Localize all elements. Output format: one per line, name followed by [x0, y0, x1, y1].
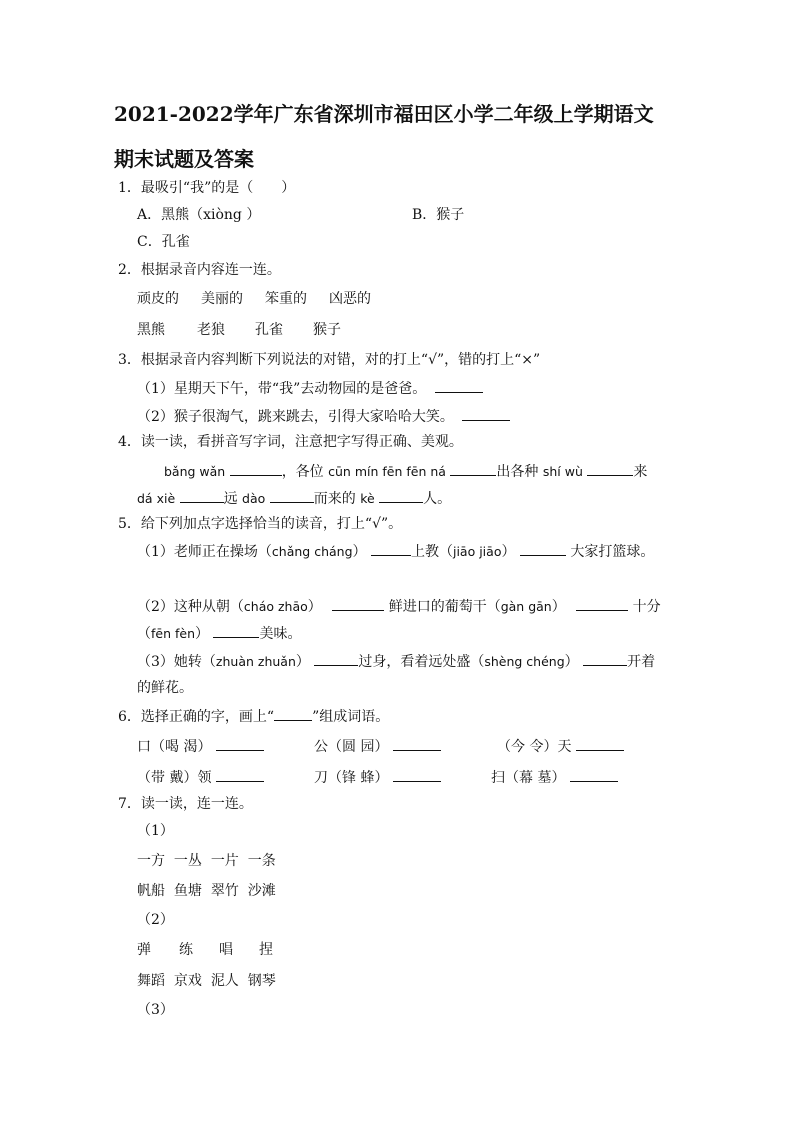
q2-noun: 猴子	[313, 322, 341, 338]
q7-word: 一片	[210, 853, 239, 869]
q7-word: 京戏	[173, 973, 202, 989]
q5-text: 鲜进口的葡萄干（	[388, 599, 501, 615]
q6-row-2	[137, 767, 264, 787]
q6-blank[interactable]	[393, 767, 441, 782]
q5-blank-2[interactable]	[520, 541, 566, 556]
q6-stem-underline	[274, 706, 312, 721]
q6-blank[interactable]	[570, 767, 618, 782]
q5-pinyin: cháo zhāo	[243, 599, 308, 614]
q4-pinyin-5: dào	[242, 491, 266, 506]
q4-stem: 4．读一读，看拼音写字词，注意把字写得正确、美观。	[118, 434, 463, 450]
q4-line2	[137, 488, 451, 508]
q5-text: ）	[564, 654, 579, 670]
q7-word: 舞蹈	[137, 973, 165, 989]
q6-item: （带 戴）领	[137, 770, 212, 786]
q4-blank-5[interactable]	[270, 488, 314, 503]
q5-text: ）	[307, 599, 322, 615]
q4-pinyin-2: cūn mín fēn fēn ná	[328, 464, 446, 479]
q6-blank[interactable]	[393, 736, 441, 751]
q7-word: 鱼塘	[173, 883, 202, 899]
q4-blank-2[interactable]	[450, 461, 496, 476]
q7-word: 翠竹	[210, 883, 239, 899]
q5-pinyin: chǎng cháng	[271, 544, 353, 559]
q4-text-3: 来	[633, 464, 648, 480]
q7-group-1-row-2	[137, 882, 276, 900]
q7-group-2-row-1	[137, 941, 273, 959]
q5-blank-7[interactable]	[583, 651, 627, 666]
q5-stem: 5．给下列加点字选择恰当的读音，打上“√”。	[118, 516, 403, 532]
q5-pinyin: fēn fèn	[151, 626, 196, 641]
q3-s1-text: （1）星期天下午，带“我”去动物园的是爸爸。	[137, 381, 427, 397]
q4-pinyin-6: kè	[360, 491, 375, 506]
q3-s2-text: （2）猴子很淘气，跳来跳去，引得大家哈哈大笑。	[137, 409, 454, 425]
q5-pinyin: gàn gān	[500, 599, 552, 614]
q6-item: 口（喝 渴）	[137, 739, 212, 755]
q5-blank-3[interactable]	[332, 596, 384, 611]
q6-stem	[118, 706, 389, 726]
q6-row-1-col3	[497, 736, 624, 756]
q4-text-4: 远	[223, 491, 238, 507]
q5-text: ）	[551, 599, 566, 615]
q6-blank[interactable]	[216, 736, 264, 751]
q4-pinyin-1: bǎng wǎn	[164, 464, 226, 479]
q5-line-4	[137, 651, 655, 671]
q6-stem-text: ”组成词语。	[312, 709, 390, 725]
q6-item: 刀（锋 蜂）	[314, 770, 389, 786]
q4-text-1: ，各位	[281, 464, 324, 480]
q4-text-2: 出各种	[496, 464, 539, 480]
q2-adj: 凶恶的	[329, 291, 371, 307]
q4-text-5: 而来的	[313, 491, 356, 507]
q2-row2	[137, 321, 341, 339]
q1-option-c: C．孔雀	[137, 234, 190, 250]
q5-text: ）	[352, 544, 367, 560]
q2-noun: 老狼	[197, 322, 225, 338]
q5-line-2	[137, 596, 661, 616]
q3-stem: 3．根据录音内容判断下列说法的对错，对的打上“√”，错的打上“×”	[118, 352, 541, 368]
q5-line-3	[137, 623, 301, 643]
q5-text: 过身，看着远处盛（	[358, 654, 485, 670]
q7-word: 沙滩	[247, 883, 276, 899]
q1-option-b: B．猴子	[412, 207, 465, 223]
q7-word: 唱	[219, 942, 233, 958]
q5-text: （3）她转（	[137, 654, 216, 670]
q4-pinyin-3: shí wù	[542, 464, 583, 479]
q4-blank-6[interactable]	[379, 488, 423, 503]
q7-word: 一方	[137, 853, 165, 869]
q7-word: 一条	[247, 853, 276, 869]
q6-item: 公（圆 园）	[314, 739, 389, 755]
q7-group-1-row-1	[137, 852, 276, 870]
q5-text: ）	[501, 544, 516, 560]
q4-blank-4[interactable]	[180, 488, 224, 503]
q2-noun: 孔雀	[255, 322, 283, 338]
q5-blank-6[interactable]	[314, 651, 358, 666]
q7-word: 捏	[259, 942, 273, 958]
q5-text: 十分	[632, 599, 661, 615]
q5-line-5: 的鲜花。	[137, 680, 193, 696]
q2-adj: 美丽的	[201, 291, 243, 307]
q7-word: 弹	[137, 942, 151, 958]
q4-text-6: 人。	[423, 491, 452, 507]
q5-text: 开着	[627, 654, 656, 670]
q5-text: ）	[195, 626, 210, 642]
q2-stem: 2．根据录音内容连一连。	[118, 262, 281, 278]
q5-text: 上教（	[410, 544, 453, 560]
q5-text: （1）老师正在操场（	[137, 544, 272, 560]
q5-text: 大家打篮球。	[570, 544, 655, 560]
q3-statement-2	[137, 406, 510, 426]
q4-pinyin-4: dá xiè	[137, 491, 176, 506]
q7-word: 钢琴	[247, 973, 276, 989]
q1-option-a: A．黑熊（xiòng ）	[137, 207, 261, 223]
q6-row-1	[137, 736, 264, 756]
q7-group-1-label: （1）	[137, 823, 174, 839]
q6-item: 扫（幕 墓）	[491, 770, 566, 786]
q2-row1	[137, 290, 371, 308]
q5-text: （2）这种从朝（	[137, 599, 244, 615]
q4-line1	[164, 461, 647, 481]
q6-blank[interactable]	[216, 767, 264, 782]
q5-blank-1[interactable]	[371, 541, 411, 556]
page-title-line2: 期末试题及答案	[114, 147, 254, 171]
q7-group-2-label: （2）	[137, 912, 174, 928]
page-title-line1: 2021-2022学年广东省深圳市福田区小学二年级上学期语文	[114, 102, 654, 126]
q3-answer-blank-1[interactable]	[435, 378, 483, 393]
q5-text: ）	[295, 654, 310, 670]
q5-pinyin: shèng chéng	[484, 654, 565, 669]
q5-text: 美味。	[259, 626, 302, 642]
q5-line-1	[137, 541, 654, 561]
q3-answer-blank-2[interactable]	[462, 406, 510, 421]
q4-blank-3[interactable]	[587, 461, 633, 476]
q6-row-2-col3	[491, 767, 618, 787]
q5-text: （	[137, 626, 151, 642]
q5-pinyin: zhuàn zhuǎn	[215, 654, 296, 669]
q7-word: 帆船	[137, 883, 165, 899]
q5-blank-4[interactable]	[576, 596, 628, 611]
q6-row-1-col2	[314, 736, 441, 756]
q7-word: 练	[179, 942, 193, 958]
q2-adj: 笨重的	[265, 291, 307, 307]
q2-noun: 黑熊	[137, 322, 165, 338]
q4-blank-1[interactable]	[230, 461, 282, 476]
q5-blank-5[interactable]	[213, 623, 259, 638]
q7-group-2-row-2	[137, 972, 276, 990]
q6-item: （今 令）天	[497, 739, 572, 755]
q7-stem: 7．读一读，连一连。	[118, 796, 253, 812]
q5-pinyin: jiāo jiāo	[452, 544, 502, 559]
q6-row-2-col2	[314, 767, 441, 787]
q1-stem: 1．最吸引“我”的是（ ）	[118, 180, 296, 196]
q6-stem-text: 6．选择正确的字，画上“	[118, 709, 275, 725]
q7-word: 泥人	[210, 973, 239, 989]
q7-group-3-label: （3）	[137, 1002, 174, 1018]
q3-statement-1	[137, 378, 483, 398]
q6-blank[interactable]	[576, 736, 624, 751]
q2-adj: 顽皮的	[137, 291, 179, 307]
q7-word: 一丛	[173, 853, 202, 869]
